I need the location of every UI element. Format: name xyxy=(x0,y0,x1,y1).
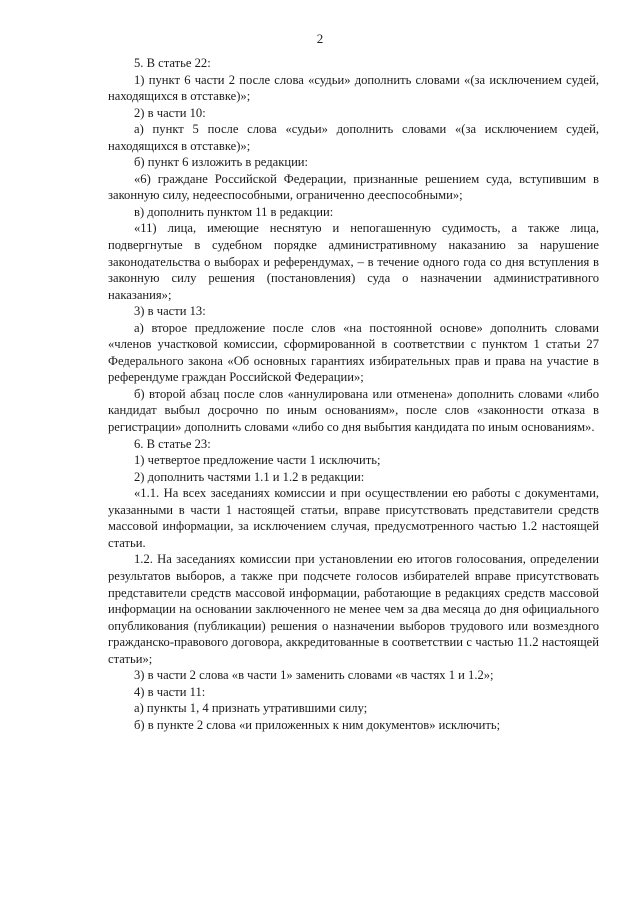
paragraph: б) в пункте 2 слова «и приложенных к ним документов» исключить; xyxy=(134,717,501,732)
paragraph: 3) в части 13: xyxy=(134,304,206,319)
article-22-heading: 5. В статье 22: xyxy=(134,56,211,70)
paragraph: б) второй абзац после слов «аннулирована или отменена» дополнить словами «либо кандидат выбыл досрочно по иным основаниям», после слов «законности отказа в регистрации» дополнить словами «либо со дня выбытия кандидата по иным основаниям». xyxy=(108,386,599,435)
paragraph: 2) дополнить частями 1.1 и 1.2 в редакции: xyxy=(134,469,365,484)
paragraph: 1) четвертое предложение части 1 исключить; xyxy=(134,453,381,468)
paragraph: «1.1. На всех заседаниях комиссии и при осуществлении ею работы с документами, указанными в части 1 настоящей статьи, вправе присутствовать представители средств массовой информации, за исключением случая, предусмотренного частью 1.2 настоящей статьи. xyxy=(108,486,599,550)
paragraph: 4) в части 11: xyxy=(134,684,206,699)
paragraph: 3) в части 2 слова «в части 1» заменить словами «в частях 1 и 1.2»; xyxy=(134,668,494,683)
paragraph: 1.2. На заседаниях комиссии при установлении ею итогов голосования, определении результатов выборов, а также при подсчете голосов избирателей вправе присутствовать представители средств массовой информации, работающие в редакциях средств массовой информации на основании заключенного не менее чем за два месяца до дня официального опубликования (публикации) решения о назначении выборов трудового или возмездного гражданско-правового договора, аккредитованные в соответствии с частью 11.2 настоящей статьи»; xyxy=(108,552,599,666)
paragraph: а) пункт 5 после слова «судьи» дополнить словами «(за исключением судей, находящихся в отставке)»; xyxy=(108,122,599,153)
paragraph: в) дополнить пунктом 11 в редакции: xyxy=(134,204,334,219)
paragraph: а) пункты 1, 4 признать утратившими силу; xyxy=(134,701,368,716)
article-23-heading: 6. В статье 23: xyxy=(134,436,211,451)
paragraph: 2) в части 10: xyxy=(134,105,206,120)
paragraph: а) второе предложение после слов «на постоянной основе» дополнить словами «членов участковой комиссии, сформированной в соответствии с пунктом 1 статьи 27 Федерального закона «Об основных гарантиях избирательных прав и права на участие в референдуме граждан Российской Федерации»; xyxy=(108,320,599,385)
paragraph: 1) пункт 6 части 2 после слова «судьи» дополнить словами «(за исключением судей, находящихся в отставке)»; xyxy=(108,72,599,104)
paragraph: б) пункт 6 изложить в редакции: xyxy=(134,155,309,170)
page-number: 2 xyxy=(316,31,324,46)
paragraph: «6) граждане Российской Федерации, признанные решением суда, вступившим в законную силу, недееспособными, ограниченно дееспособными»; xyxy=(108,171,599,203)
paragraph: «11) лица, имеющие неснятую и непогашенную судимость, а также лица, подвергнутые в судебном порядке административному наказанию за нарушение законодательства о выборах и референдумах, – в течение одного года со дня вступления в законную силу решения (постановления) суда о назначении административного наказания»; xyxy=(108,221,599,302)
document-body xyxy=(108,55,599,733)
